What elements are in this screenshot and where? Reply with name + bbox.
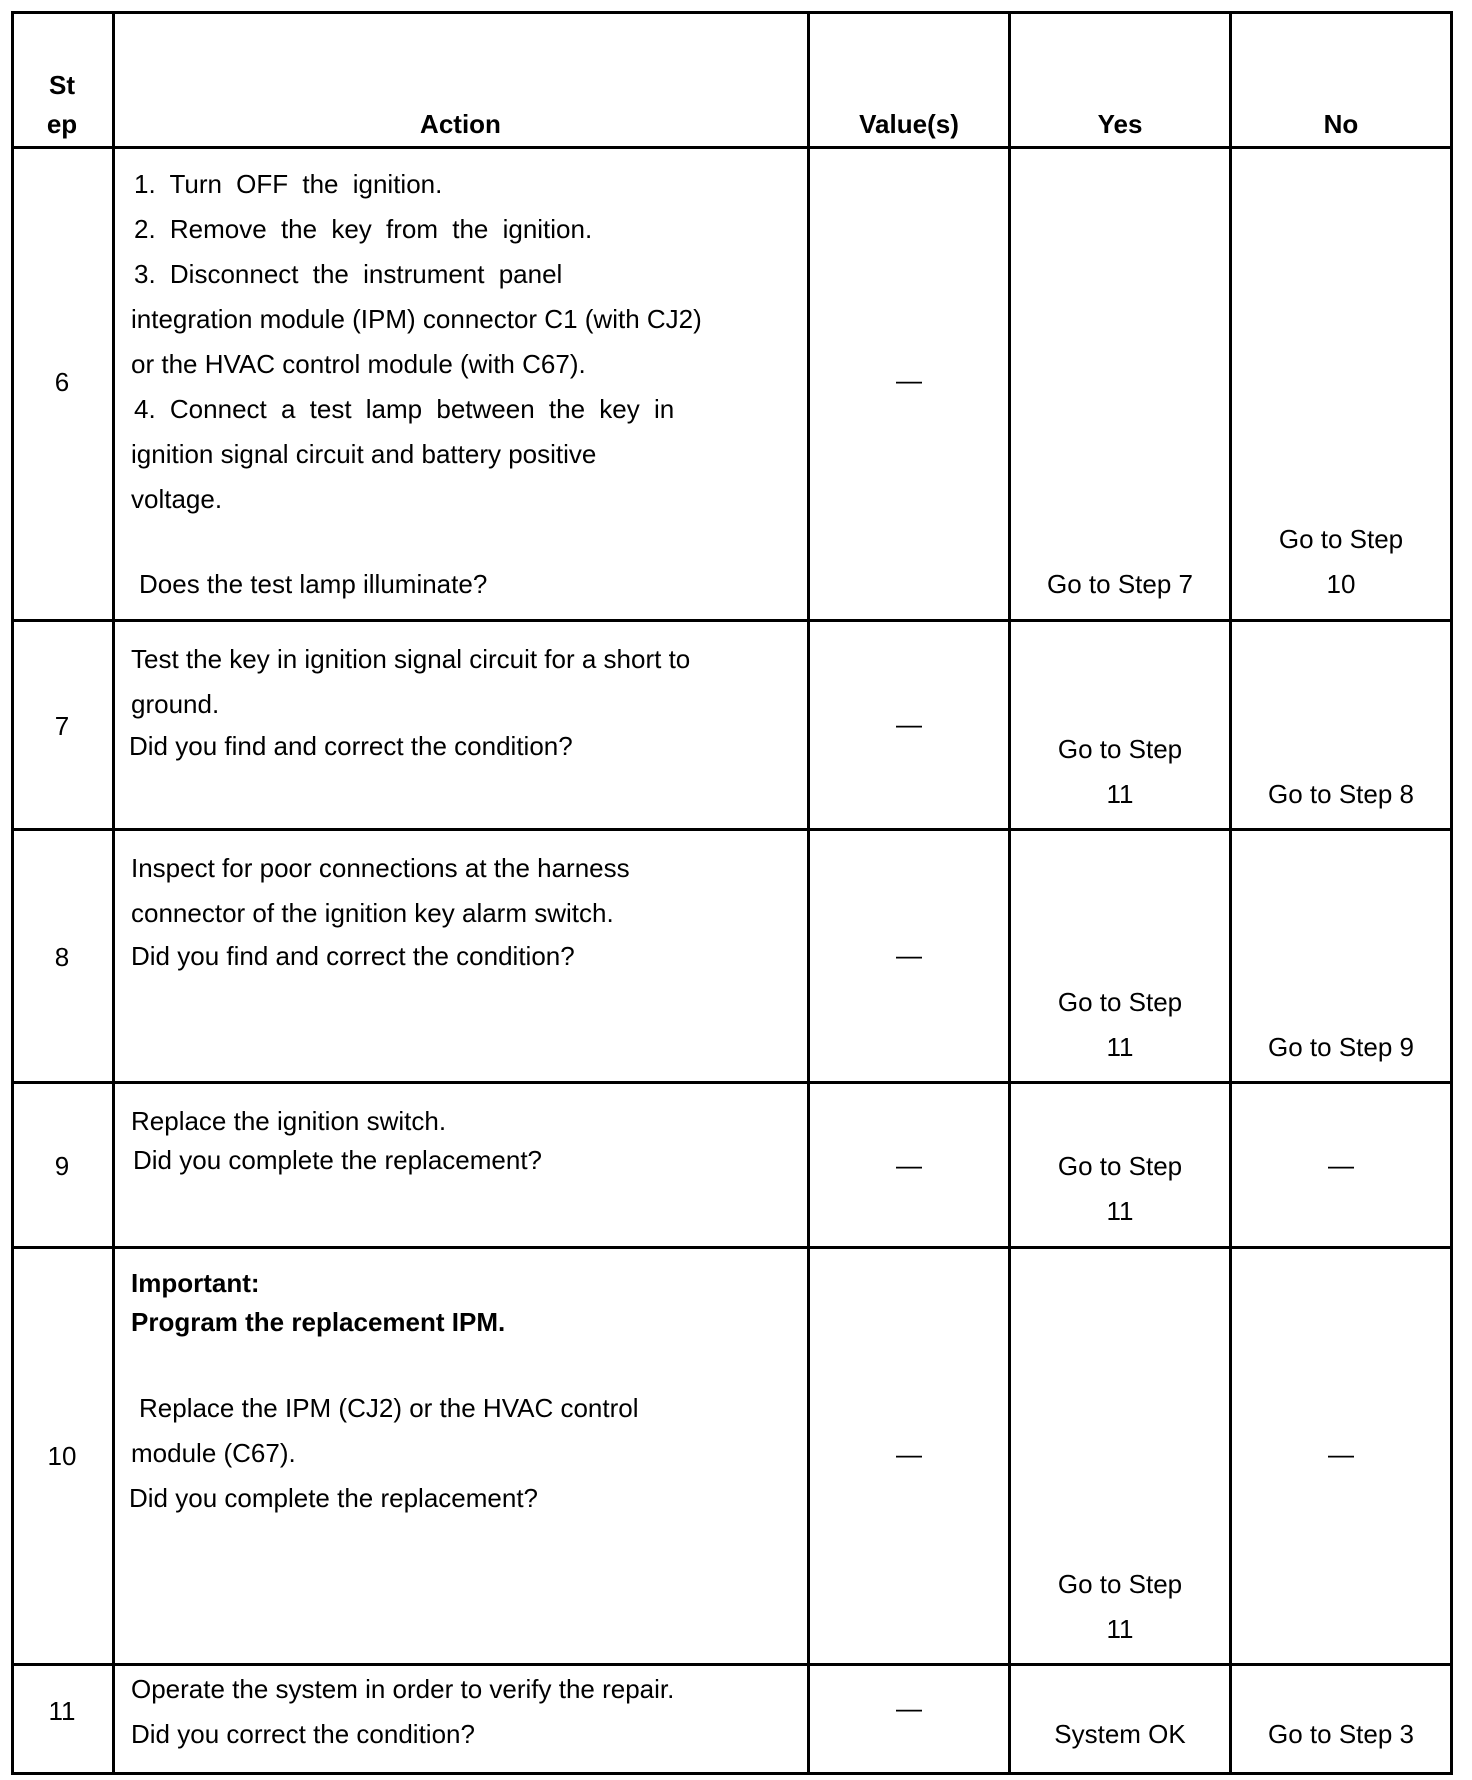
table-border-right — [1450, 11, 1453, 1775]
header-step-line2: ep — [46, 109, 78, 139]
yes-cell-line1: Go to Step — [1057, 1151, 1183, 1181]
step-number: 6 — [54, 367, 70, 397]
action-question: Did you complete the replacement? — [129, 1483, 539, 1513]
yes-cell-line1: Go to Step — [1057, 1569, 1183, 1599]
no-cell-line1: Go to Step — [1278, 524, 1404, 554]
action-line: module (C67). — [131, 1438, 296, 1468]
column-divider-action — [807, 11, 810, 1775]
yes-cell-line1: Go to Step — [1057, 987, 1183, 1017]
row-divider — [11, 1081, 1453, 1084]
header-yes: Yes — [1097, 109, 1143, 139]
row-divider — [11, 619, 1453, 622]
action-line: Operate the system in order to verify the repair. — [131, 1674, 675, 1704]
no-cell: Go to Step 8 — [1268, 779, 1414, 809]
action-question: Did you find and correct the condition? — [129, 731, 573, 761]
value-cell: — — [896, 1693, 922, 1723]
header-no: No — [1323, 109, 1359, 139]
no-cell: — — [1328, 1439, 1354, 1469]
value-cell: — — [896, 1150, 922, 1180]
action-question: Does the test lamp illuminate? — [139, 569, 488, 599]
action-item: 3. Disconnect the instrument panel — [134, 259, 563, 289]
value-cell: — — [896, 709, 922, 739]
column-divider-values — [1008, 11, 1011, 1775]
row-divider — [11, 1663, 1453, 1666]
important-label: Important: — [131, 1268, 260, 1298]
important-text: Program the replacement IPM. — [131, 1307, 506, 1337]
action-item: integration module (IPM) connector C1 (with CJ2) — [131, 304, 702, 334]
action-line: Replace the IPM (CJ2) or the HVAC control — [139, 1393, 639, 1423]
action-item: 4. Connect a test lamp between the key in — [134, 394, 675, 424]
step-number: 7 — [54, 711, 70, 741]
step-number: 9 — [54, 1151, 70, 1181]
header-action: Action — [420, 109, 501, 139]
header-step-line1: St — [49, 70, 75, 100]
table-border-left — [11, 11, 14, 1775]
yes-cell-line2: 11 — [1106, 1032, 1134, 1062]
action-item: ignition signal circuit and battery positive — [131, 439, 597, 469]
header-values: Value(s) — [859, 109, 959, 139]
yes-cell-line2: 11 — [1106, 1196, 1134, 1226]
value-cell: — — [896, 940, 922, 970]
row-divider — [11, 146, 1453, 149]
action-question: Did you complete the replacement? — [133, 1145, 543, 1175]
table-border-bottom — [11, 1772, 1453, 1775]
row-divider — [11, 1246, 1453, 1249]
action-line: ground. — [131, 689, 220, 719]
action-item: voltage. — [131, 484, 223, 514]
action-line: Inspect for poor connections at the harness — [131, 853, 630, 883]
no-cell: Go to Step 9 — [1268, 1032, 1414, 1062]
action-item: 2. Remove the key from the ignition. — [134, 214, 593, 244]
no-cell-line2: 10 — [1326, 569, 1356, 599]
yes-cell: System OK — [1054, 1719, 1186, 1749]
step-number: 11 — [48, 1696, 76, 1726]
action-item: or the HVAC control module (with C67). — [131, 349, 586, 379]
column-divider-yes — [1229, 11, 1232, 1775]
no-cell: — — [1328, 1150, 1354, 1180]
action-line: Replace the ignition switch. — [131, 1106, 447, 1136]
table-border-top — [11, 11, 1453, 14]
column-divider-step — [112, 11, 115, 1775]
value-cell: — — [896, 1439, 922, 1469]
value-cell: — — [896, 365, 922, 395]
yes-cell-line1: Go to Step — [1057, 734, 1183, 764]
yes-cell-line2: 11 — [1106, 779, 1134, 809]
yes-cell-line2: 11 — [1106, 1614, 1134, 1644]
yes-cell: Go to Step 7 — [1047, 569, 1193, 599]
action-line: Test the key in ignition signal circuit for a short to — [131, 644, 691, 674]
action-question: Did you find and correct the condition? — [131, 941, 575, 971]
action-question: Did you correct the condition? — [131, 1719, 475, 1749]
step-number: 8 — [54, 942, 70, 972]
action-line: connector of the ignition key alarm switch. — [131, 898, 614, 928]
action-item: 1. Turn OFF the ignition. — [134, 169, 443, 199]
no-cell: Go to Step 3 — [1268, 1719, 1414, 1749]
step-number: 10 — [47, 1441, 77, 1471]
row-divider — [11, 828, 1453, 831]
